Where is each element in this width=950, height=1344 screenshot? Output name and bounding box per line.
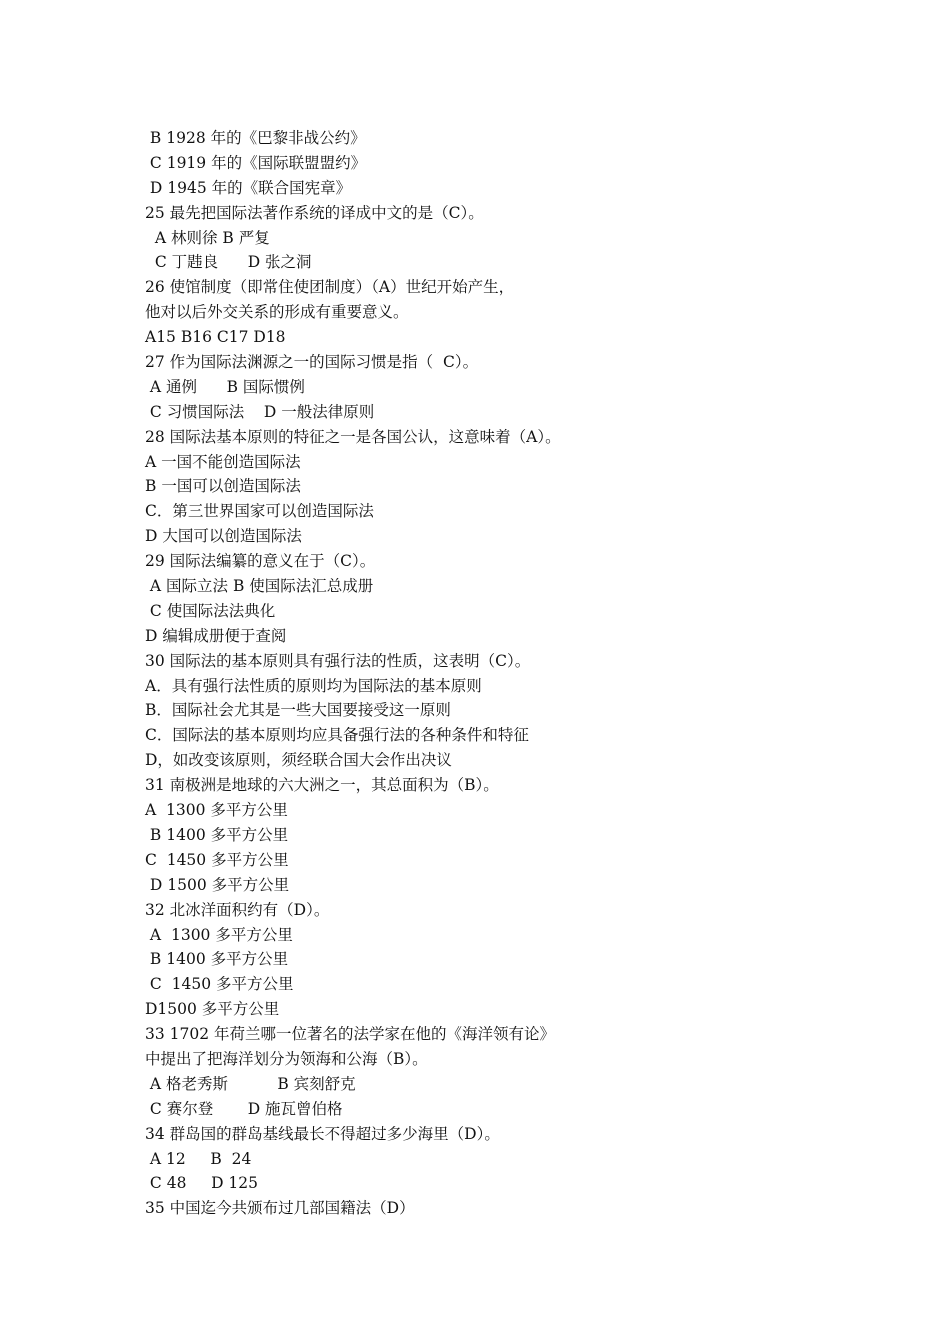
- document-body: [145, 126, 845, 1221]
- question-32: 32 北冰洋面积约有（D）。: [145, 900, 330, 919]
- question-28-option-a: A 一国不能创造国际法: [145, 452, 301, 471]
- question-33-options-cd: C 赛尔登 D 施瓦曾伯格: [145, 1099, 343, 1118]
- question-30-option-b: B．国际社会尤其是一些大国要接受这一原则: [145, 701, 451, 720]
- question-34: 34 群岛国的群岛基线最长不得超过多少海里（D）。: [145, 1124, 500, 1143]
- question-32-option-d: D1500 多平方公里: [145, 1000, 280, 1019]
- question-25-options-ab: A 林则徐 B 严复: [145, 228, 270, 247]
- question-31-option-b: B 1400 多平方公里: [145, 825, 289, 844]
- question-30-option-c: C．国际法的基本原则均应具备强行法的各种条件和特征: [145, 726, 529, 745]
- question-31-option-a: A 1300 多平方公里: [145, 801, 288, 820]
- question-32-option-c: C 1450 多平方公里: [145, 975, 294, 994]
- question-29: 29 国际法编纂的意义在于（C）。: [145, 552, 376, 571]
- question-31-option-c: C 1450 多平方公里: [145, 850, 289, 869]
- question-25: 25 最先把国际法著作系统的译成中文的是（C）。: [145, 203, 484, 222]
- option-b-line: B 1928 年的《巴黎非战公约》: [145, 129, 366, 147]
- question-27-options-ab: A 通例 B 国际惯例: [145, 377, 305, 396]
- question-28: 28 国际法基本原则的特征之一是各国公认，这意味着（A）。: [145, 427, 561, 446]
- option-d-line: D 1945 年的《联合国宪章》: [145, 178, 352, 197]
- question-34-options-ab: A 12 B 24: [145, 1149, 252, 1168]
- question-28-option-c: C．第三世界国家可以创造国际法: [145, 502, 374, 521]
- question-33-continued: 中提出了把海洋划分为领海和公海（B）。: [145, 1049, 428, 1068]
- question-35: 35 中国迄今共颁布过几部国籍法（D）: [145, 1199, 415, 1218]
- question-30-option-d: D，如改变该原则，须经联合国大会作出决议: [145, 751, 452, 770]
- question-30: 30 国际法的基本原则具有强行法的性质，这表明（C）。: [145, 651, 531, 670]
- question-28-option-b: B 一国可以创造国际法: [145, 477, 301, 496]
- question-27-options-cd: C 习惯国际法 D 一般法律原则: [145, 402, 375, 421]
- question-31: 31 南极洲是地球的六大洲之一，其总面积为（B）。: [145, 776, 499, 795]
- question-29-option-d: D 编辑成册便于查阅: [145, 626, 287, 645]
- question-33: 33 1702 年荷兰哪一位著名的法学家在他的《海洋领有论》: [145, 1025, 556, 1044]
- question-29-option-c: C 使国际法法典化: [145, 601, 276, 620]
- question-32-option-b: B 1400 多平方公里: [145, 950, 289, 969]
- question-29-options-ab: A 国际立法 B 使国际法汇总成册: [145, 577, 374, 596]
- question-28-option-d: D 大国可以创造国际法: [145, 527, 302, 546]
- question-26: 26 使馆制度（即常住使团制度）（A）世纪开始产生，: [145, 278, 515, 297]
- option-c-line: C 1919 年的《国际联盟盟约》: [145, 153, 367, 172]
- question-34-options-cd: C 48 D 125: [145, 1174, 259, 1193]
- question-26-options: A15 B16 C17 D18: [145, 328, 286, 347]
- question-32-option-a: A 1300 多平方公里: [145, 925, 293, 944]
- question-26-continued: 他对以后外交关系的形成有重要意义。: [145, 303, 409, 322]
- question-33-options-ab: A 格老秀斯 B 宾刻舒克: [145, 1074, 356, 1093]
- question-30-option-a: A．具有强行法性质的原则均为国际法的基本原则: [145, 676, 482, 695]
- question-27: 27 作为国际法渊源之一的国际习惯是指（ C）。: [145, 353, 479, 372]
- question-31-option-d: D 1500 多平方公里: [145, 875, 290, 894]
- question-25-options-cd: C 丁韪良 D 张之洞: [145, 253, 312, 272]
